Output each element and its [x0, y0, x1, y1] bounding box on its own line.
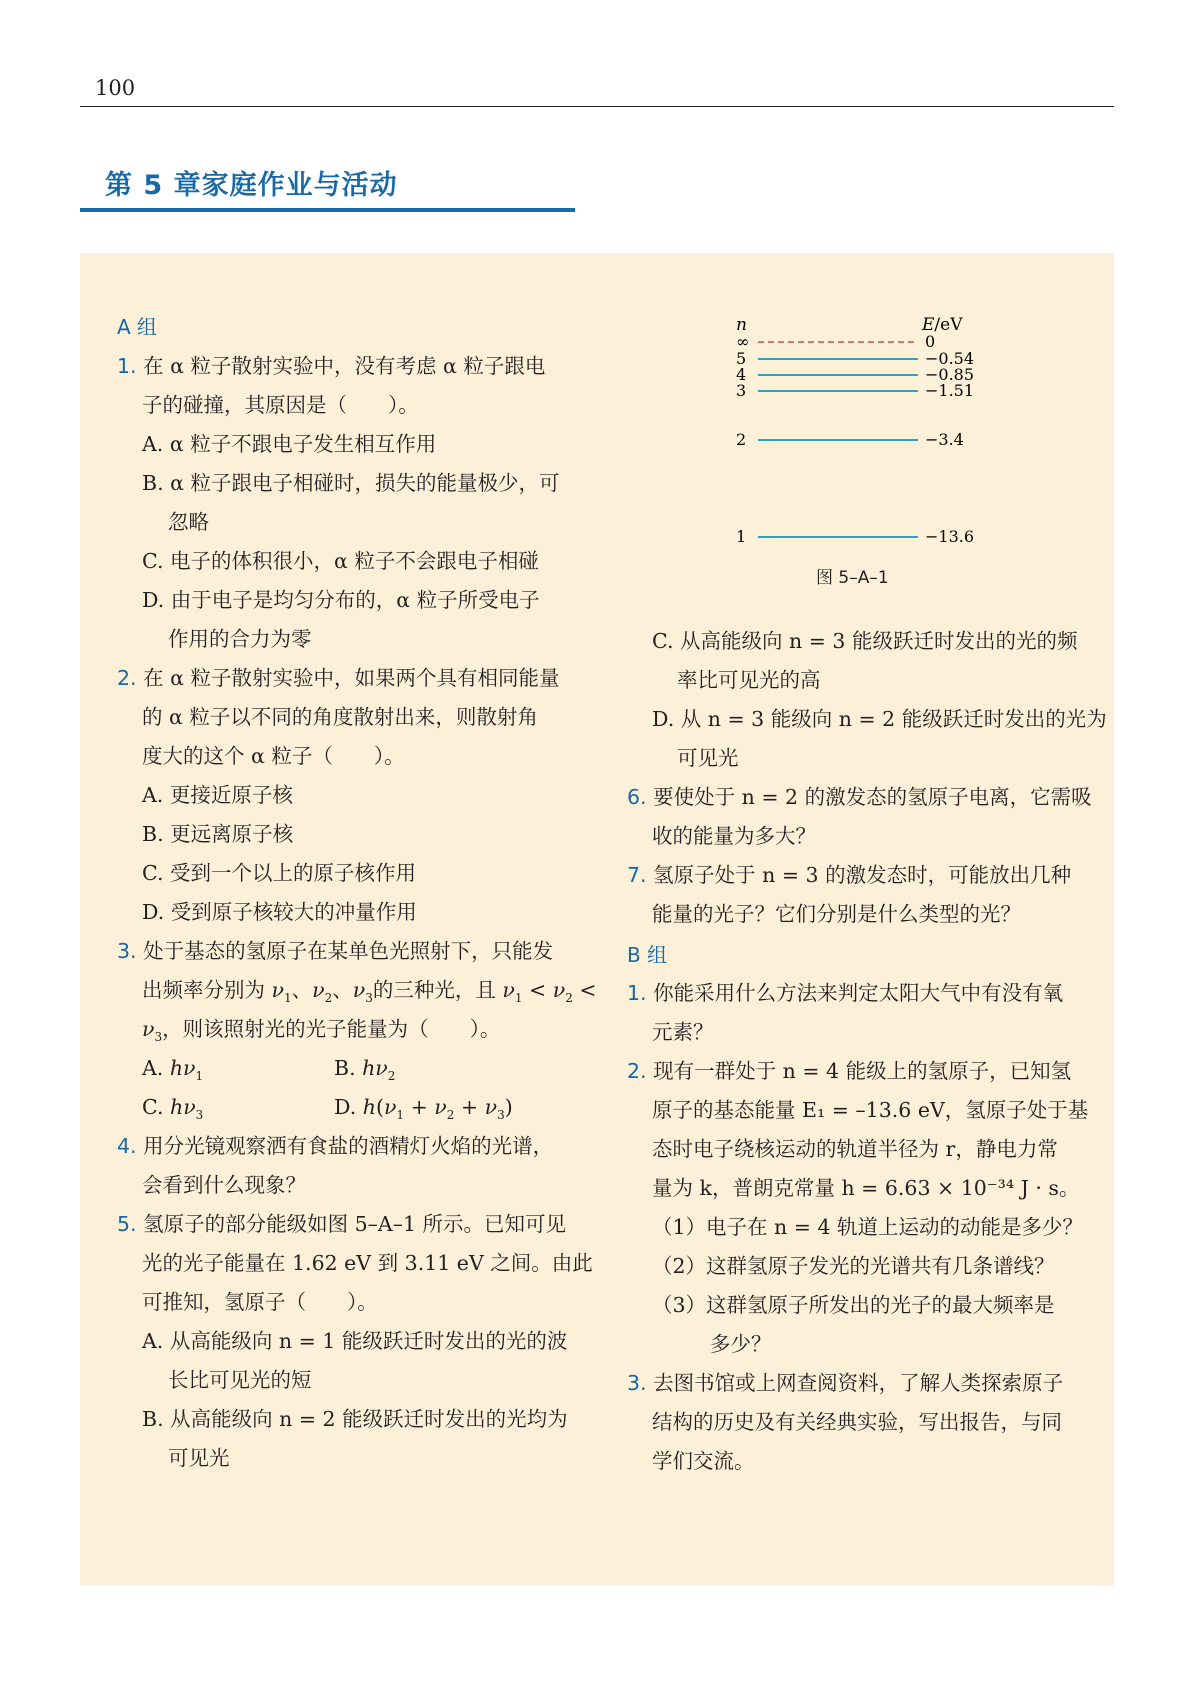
- a-q3-stem-line2: 出频率分别为 $\nu_1$、$\nu_2$、$\nu_3$的三种光，且 $\nu_1 < \nu_2$ <: [142, 978, 597, 1006]
- a-q1-option-c: C. 电子的体积很小，α 粒子不会跟电子相碰: [142, 549, 539, 573]
- a-q6-stem: [627, 784, 1092, 810]
- a-q1-option-d-cont: 作用的合力为零: [168, 627, 312, 651]
- level-n-label: 5: [736, 349, 747, 368]
- a-q2-stem: [117, 665, 559, 691]
- a-q6-stem-line2: 收的能量为多大？: [652, 824, 816, 848]
- a-q5-option-d: D. 从 n = 3 能级向 n = 2 能级跃迁时发出的光为: [652, 707, 1107, 731]
- a-q6-stem-line1: 要使处于 n = 2 的激发态的氢原子电离，它需吸: [653, 785, 1092, 809]
- chapter-title: 第 5 章家庭作业与活动: [105, 170, 398, 201]
- a-q5-option-b-cont: 可见光: [168, 1446, 230, 1470]
- page-number: 100: [95, 76, 136, 100]
- a-q3-option-c: C. $h\nu_3$: [142, 1095, 204, 1123]
- b-q2-sub3-cont: 多少？: [710, 1332, 772, 1356]
- b-q1-number: 1.: [627, 981, 647, 1005]
- b-q1-stem-line1: 你能采用什么方法来判定太阳大气中有没有氧: [653, 981, 1064, 1005]
- b-q3-stem-line1: 去图书馆或上网查阅资料，了解人类探索原子: [653, 1371, 1064, 1395]
- a-q5-option-c: C. 从高能级向 n = 3 能级跃迁时发出的光的频: [652, 629, 1078, 653]
- b-q2-stem-line3: 态时电子绕核运动的轨道半径为 r，静电力常: [652, 1137, 1058, 1161]
- energy-axis-label: E/eV: [922, 315, 963, 335]
- level-n-label: 1: [736, 527, 747, 546]
- level-energy-label: −0.54: [925, 349, 975, 368]
- a-q2-option-a: A. 更接近原子核: [142, 783, 293, 807]
- b-q2-sub1: （1）电子在 n = 4 轨道上运动的动能是多少？: [652, 1215, 1084, 1239]
- header-rule: [80, 106, 1114, 107]
- a-q1-option-b-cont: 忽略: [168, 510, 209, 534]
- a-q3-option-a: A. $h\nu_1$: [142, 1056, 204, 1084]
- a-q1-stem-line1: 在 α 粒子散射实验中，没有考虑 α 粒子跟电: [143, 354, 546, 378]
- a-q3-stem-line1: 处于基态的氢原子在某单色光照射下，只能发: [143, 939, 554, 963]
- a-q2-option-b: B. 更远离原子核: [142, 822, 294, 846]
- b-q3-stem-line3: 学们交流。: [652, 1449, 755, 1473]
- a-q5-option-a-cont: 长比可见光的短: [168, 1368, 312, 1392]
- level-n-label: 4: [736, 365, 747, 384]
- a-q3-number: 3.: [117, 939, 137, 963]
- level-n-label: ∞: [736, 332, 750, 351]
- a-q2-stem-line1: 在 α 粒子散射实验中，如果两个具有相同能量: [143, 666, 560, 690]
- a-q1-option-a: A. α 粒子不跟电子发生相互作用: [142, 432, 437, 456]
- a-q7-stem: [627, 862, 1071, 888]
- a-q4-number: 4.: [117, 1134, 137, 1158]
- a-q3-stem: [117, 938, 553, 964]
- a-q4-stem-line1: 用分光镜观察洒有食盐的酒精灯火焰的光谱，: [143, 1134, 554, 1158]
- a-q1-option-b: B. α 粒子跟电子相碰时，损失的能量极少，可: [142, 471, 560, 495]
- level-energy-label: 0: [925, 332, 936, 351]
- b-q2-sub2: （2）这群氢原子发光的光谱共有几条谱线？: [652, 1254, 1055, 1278]
- a-q5-stem-line2: 光的光子能量在 1.62 eV 到 3.11 eV 之间。由此: [142, 1251, 593, 1275]
- a-q5-option-d-cont: 可见光: [677, 746, 739, 770]
- a-q5-option-c-cont: 率比可见光的高: [677, 668, 821, 692]
- a-q4-stem: [117, 1133, 553, 1159]
- a-q5-option-b: B. 从高能级向 n = 2 能级跃迁时发出的光均为: [142, 1407, 568, 1431]
- level-n-label: 3: [736, 381, 747, 400]
- level-energy-label: −1.51: [925, 381, 975, 400]
- a-q5-number: 5.: [117, 1212, 137, 1236]
- b-q2-stem-line1: 现有一群处于 n = 4 能级上的氢原子，已知氢: [653, 1059, 1072, 1083]
- a-q3-option-d: D. $h(\nu_1 + \nu_2 + \nu_3)$: [334, 1095, 513, 1123]
- figure-caption: 图 5–A–1: [816, 568, 889, 588]
- a-q1-option-d: D. 由于电子是均匀分布的，α 粒子所受电子: [142, 588, 540, 612]
- a-q7-stem-line2: 能量的光子？它们分别是什么类型的光？: [652, 902, 1021, 926]
- b-q2-number: 2.: [627, 1059, 647, 1083]
- b-q2-stem: [627, 1058, 1071, 1084]
- b-q3-stem-line2: 结构的历史及有关经典实验，写出报告，与同: [652, 1410, 1062, 1434]
- energy-levels: [736, 332, 974, 546]
- a-q5-option-a: A. 从高能级向 n = 1 能级跃迁时发出的光的波: [142, 1329, 568, 1353]
- energy-level-diagram: [720, 312, 1010, 557]
- a-q5-stem-line1: 氢原子的部分能级如图 5–A–1 所示。已知可见: [143, 1212, 567, 1236]
- b-q1-stem: [627, 980, 1063, 1006]
- a-q2-stem-line2: 的 α 粒子以不同的角度散射出来，则散射角: [142, 705, 538, 729]
- level-energy-label: −0.85: [925, 365, 975, 384]
- group-a-label: A 组: [117, 315, 158, 339]
- b-q3-number: 3.: [627, 1371, 647, 1395]
- chapter-title-underline: [80, 208, 575, 212]
- a-q7-stem-line1: 氢原子处于 n = 3 的激发态时，可能放出几种: [653, 863, 1072, 887]
- level-n-label: 2: [736, 430, 747, 449]
- group-b-label: B 组: [627, 943, 668, 967]
- level-energy-label: −3.4: [925, 430, 964, 449]
- b-q3-stem: [627, 1370, 1063, 1396]
- level-energy-label: −13.6: [925, 527, 975, 546]
- a-q3-option-b: B. $h\nu_2$: [334, 1056, 396, 1084]
- a-q2-option-c: C. 受到一个以上的原子核作用: [142, 861, 416, 885]
- a-q6-number: 6.: [627, 785, 647, 809]
- b-q1-stem-line2: 元素？: [652, 1020, 714, 1044]
- b-q2-sub3: （3）这群氢原子所发出的光子的最大频率是: [652, 1293, 1055, 1317]
- n-axis-label: n: [736, 315, 747, 335]
- a-q2-number: 2.: [117, 666, 137, 690]
- a-q1-number: 1.: [117, 354, 137, 378]
- b-q2-stem-line2: 原子的基态能量 E₁ = –13.6 eV，氢原子处于基: [652, 1098, 1089, 1122]
- a-q5-stem-line3: 可推知，氢原子（ ）。: [142, 1290, 378, 1314]
- a-q1-stem: [117, 353, 545, 379]
- a-q2-option-d: D. 受到原子核较大的冲量作用: [142, 900, 417, 924]
- a-q1-stem-line2: 子的碰撞，其原因是（ ）。: [142, 393, 419, 417]
- a-q7-number: 7.: [627, 863, 647, 887]
- a-q5-stem: [117, 1211, 566, 1237]
- a-q3-stem-line3: $\nu_3$，则该照射光的光子能量为（ ）。: [142, 1017, 501, 1045]
- b-q2-stem-line4: 量为 k，普朗克常量 h = 6.63 × 10⁻³⁴ J · s。: [652, 1176, 1080, 1200]
- a-q4-stem-line2: 会看到什么现象？: [142, 1173, 306, 1197]
- a-q2-stem-line3: 度大的这个 α 粒子（ ）。: [142, 744, 405, 768]
